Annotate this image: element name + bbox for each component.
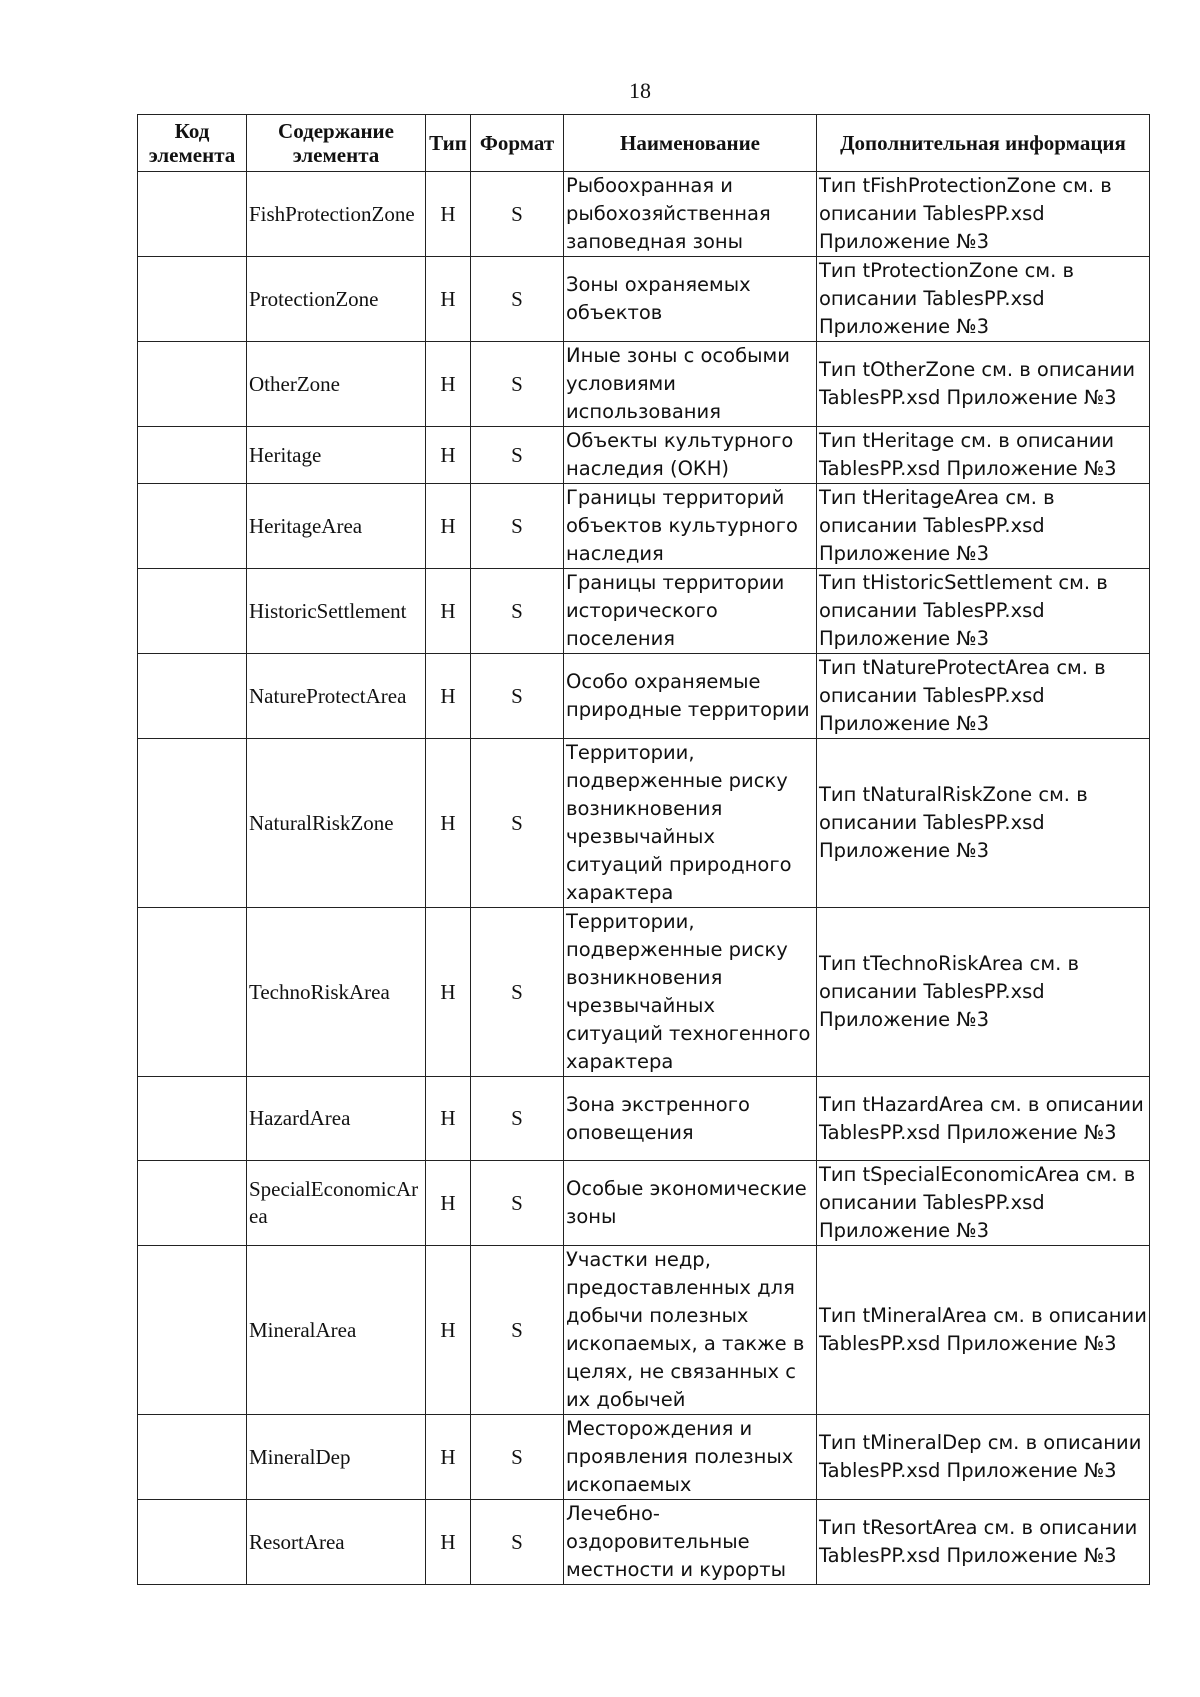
table-row [138, 654, 1150, 739]
cell-content: HazardArea [247, 1077, 426, 1161]
cell-name: Особо охраняемые природные территории [564, 654, 817, 739]
cell-format: S [471, 342, 564, 427]
cell-info: Тип tMineralDep см. в описании TablesPP.xsd Приложение №3 [817, 1415, 1150, 1500]
cell-info: Тип tSpecialEconomicArea см. в описании TablesPP.xsd Приложение №3 [817, 1161, 1150, 1246]
cell-format: S [471, 654, 564, 739]
header-info: Дополнительная информация [817, 115, 1150, 172]
cell-info: Тип tTechnoRiskArea см. в описании TablesPP.xsd Приложение №3 [817, 908, 1150, 1077]
cell-format: S [471, 427, 564, 484]
cell-code [138, 569, 247, 654]
cell-info: Тип tHeritageArea см. в описании TablesPP.xsd Приложение №3 [817, 484, 1150, 569]
cell-format: S [471, 569, 564, 654]
cell-name: Территории, подверженные риску возникновения чрезвычайных ситуаций природного характера [564, 739, 817, 908]
cell-code [138, 1077, 247, 1161]
cell-code [138, 908, 247, 1077]
cell-type: Н [426, 1161, 471, 1246]
page-number: 18 [629, 78, 651, 103]
cell-name: Границы территорий объектов культурного наследия [564, 484, 817, 569]
cell-info: Тип tNatureProtectArea см. в описании TablesPP.xsd Приложение №3 [817, 654, 1150, 739]
cell-name: Лечебно-оздоровительные местности и курорты [564, 1500, 817, 1585]
cell-content: SpecialEconomicArea [247, 1161, 426, 1246]
cell-type: Н [426, 427, 471, 484]
cell-content: OtherZone [247, 342, 426, 427]
cell-info: Тип tResortArea см. в описании TablesPP.xsd Приложение №3 [817, 1500, 1150, 1585]
cell-format: S [471, 908, 564, 1077]
cell-format: S [471, 484, 564, 569]
cell-code [138, 342, 247, 427]
cell-format: S [471, 1246, 564, 1415]
cell-type: Н [426, 1246, 471, 1415]
header-code: Код элемента [138, 115, 247, 172]
cell-content: NatureProtectArea [247, 654, 426, 739]
cell-code [138, 484, 247, 569]
cell-content: FishProtectionZone [247, 172, 426, 257]
cell-name: Зона экстренного оповещения [564, 1077, 817, 1161]
header-type: Тип [426, 115, 471, 172]
cell-format: S [471, 1161, 564, 1246]
cell-code [138, 1246, 247, 1415]
cell-content: MineralArea [247, 1246, 426, 1415]
cell-info: Тип tHazardArea см. в описании TablesPP.xsd Приложение №3 [817, 1077, 1150, 1161]
table-row [138, 1246, 1150, 1415]
cell-code [138, 1415, 247, 1500]
cell-content: ProtectionZone [247, 257, 426, 342]
cell-type: Н [426, 739, 471, 908]
table-row [138, 739, 1150, 908]
cell-format: S [471, 1500, 564, 1585]
cell-info: Тип tMineralArea см. в описании TablesPP.xsd Приложение №3 [817, 1246, 1150, 1415]
cell-type: Н [426, 1500, 471, 1585]
cell-type: Н [426, 908, 471, 1077]
table-row [138, 257, 1150, 342]
cell-name: Иные зоны с особыми условиями использования [564, 342, 817, 427]
cell-type: Н [426, 1415, 471, 1500]
header-content: Содержание элемента [247, 115, 426, 172]
cell-code [138, 1161, 247, 1246]
cell-info: Тип tProtectionZone см. в описании TablesPP.xsd Приложение №3 [817, 257, 1150, 342]
table-row [138, 569, 1150, 654]
table-row [138, 484, 1150, 569]
cell-code [138, 257, 247, 342]
cell-name: Границы территории исторического поселения [564, 569, 817, 654]
cell-content: HistoricSettlement [247, 569, 426, 654]
cell-content: MineralDep [247, 1415, 426, 1500]
cell-content: Heritage [247, 427, 426, 484]
cell-info: Тип tOtherZone см. в описании TablesPP.xsd Приложение №3 [817, 342, 1150, 427]
element-spec-table [137, 114, 1150, 1585]
cell-info: Тип tFishProtectionZone см. в описании TablesPP.xsd Приложение №3 [817, 172, 1150, 257]
cell-type: Н [426, 1077, 471, 1161]
cell-code [138, 654, 247, 739]
header-format: Формат [471, 115, 564, 172]
cell-name: Особые экономические зоны [564, 1161, 817, 1246]
cell-content: HeritageArea [247, 484, 426, 569]
table-row [138, 427, 1150, 484]
cell-name: Месторождения и проявления полезных ископаемых [564, 1415, 817, 1500]
cell-name: Территории, подверженные риску возникновения чрезвычайных ситуаций техногенного характера [564, 908, 817, 1077]
cell-info: Тип tHistoricSettlement см. в описании TablesPP.xsd Приложение №3 [817, 569, 1150, 654]
cell-type: Н [426, 569, 471, 654]
cell-name: Рыбоохранная и рыбохозяйственная заповедная зоны [564, 172, 817, 257]
cell-format: S [471, 1077, 564, 1161]
table-row [138, 342, 1150, 427]
cell-type: Н [426, 484, 471, 569]
cell-name: Зоны охраняемых объектов [564, 257, 817, 342]
cell-code [138, 172, 247, 257]
table-row [138, 908, 1150, 1077]
cell-format: S [471, 257, 564, 342]
cell-content: TechnoRiskArea [247, 908, 426, 1077]
cell-code [138, 739, 247, 908]
table-row [138, 1415, 1150, 1500]
table-row [138, 172, 1150, 257]
cell-type: Н [426, 172, 471, 257]
cell-type: Н [426, 257, 471, 342]
cell-name: Объекты культурного наследия (ОКН) [564, 427, 817, 484]
table-header-row [138, 115, 1150, 172]
cell-name: Участки недр, предоставленных для добычи полезных ископаемых, а также в целях, не связанных с их добычей [564, 1246, 817, 1415]
cell-code [138, 1500, 247, 1585]
cell-format: S [471, 739, 564, 908]
table-row [138, 1500, 1150, 1585]
table-row [138, 1077, 1150, 1161]
cell-info: Тип tHeritage см. в описании TablesPP.xsd Приложение №3 [817, 427, 1150, 484]
header-name: Наименование [564, 115, 817, 172]
cell-info: Тип tNaturalRiskZone см. в описании TablesPP.xsd Приложение №3 [817, 739, 1150, 908]
cell-content: ResortArea [247, 1500, 426, 1585]
cell-content: NaturalRiskZone [247, 739, 426, 908]
cell-type: Н [426, 654, 471, 739]
cell-code [138, 427, 247, 484]
cell-type: Н [426, 342, 471, 427]
cell-format: S [471, 1415, 564, 1500]
table-row [138, 1161, 1150, 1246]
cell-format: S [471, 172, 564, 257]
